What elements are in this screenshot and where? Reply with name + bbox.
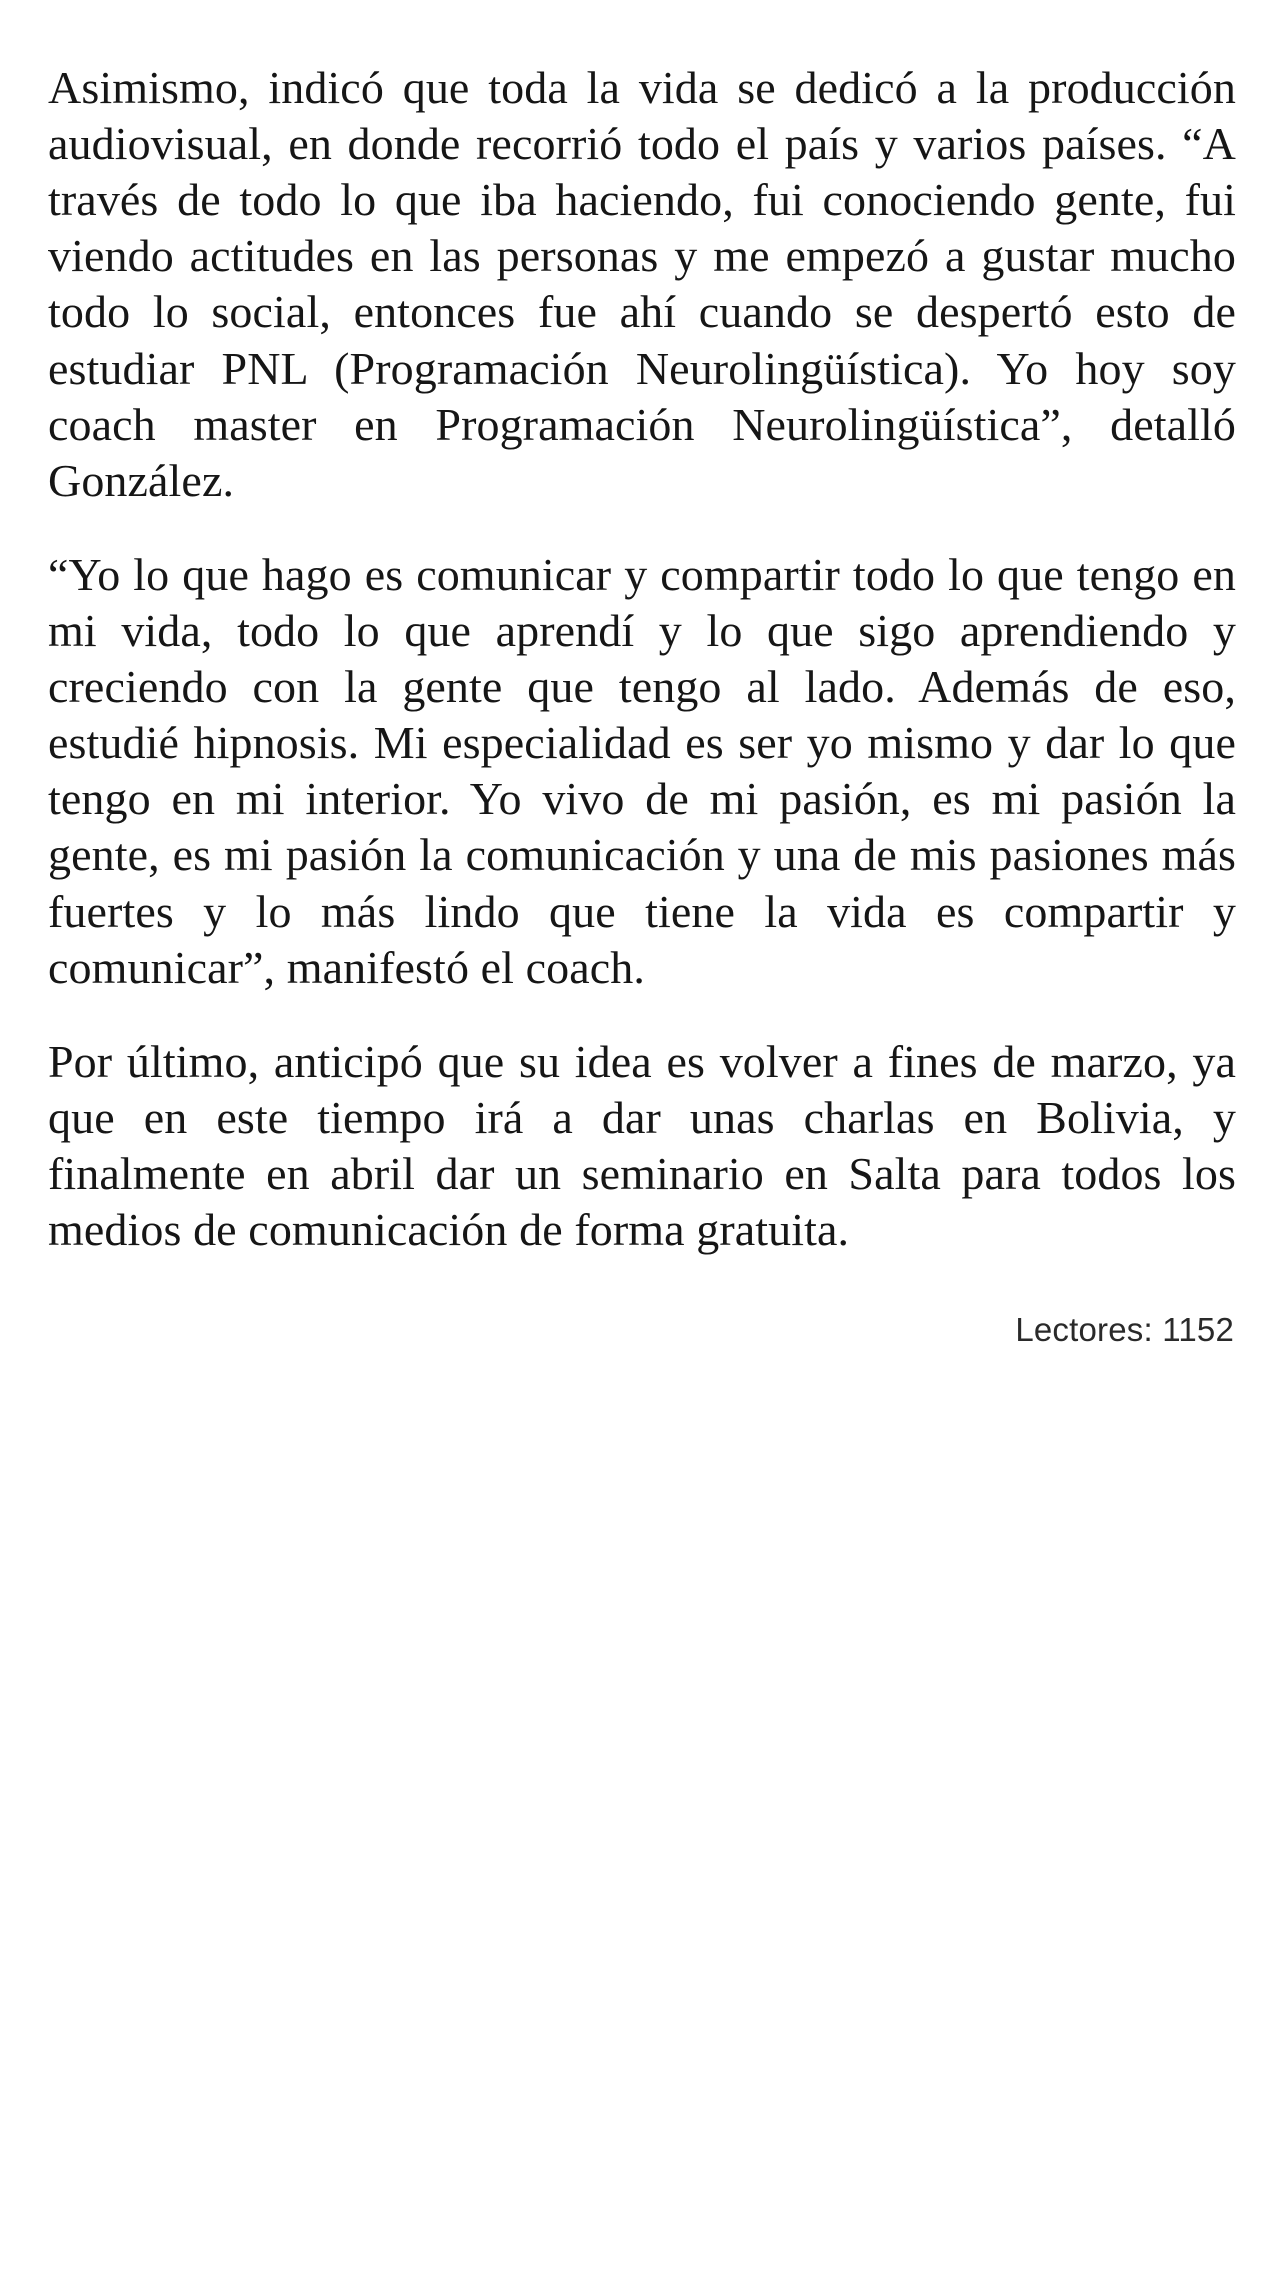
readers-count: Lectores: 1152	[1015, 1311, 1234, 1349]
article-paragraph: “Yo lo que hago es comunicar y compartir todo lo que tengo en mi vida, todo lo que aprendí y lo que sigo aprendiendo y creciendo con la gente que tengo al lado. Además de eso, estudié hipnosis. Mi especialidad es ser yo mismo y dar lo que tengo en mi interior. Yo vivo de mi pasión, es mi pasión la gente, es mi pasión la comunicación y una de mis pasiones más fuertes y lo más lindo que tiene la vida es compartir y comunicar”, manifestó el coach.	[48, 548, 1236, 993]
readers-row	[48, 1310, 1236, 1350]
article-paragraph: Asimismo, indicó que toda la vida se dedicó a la producción audiovisual, en donde recorrió todo el país y varios países. “A través de todo lo que iba haciendo, fui conociendo gente, fui viendo actitudes en las personas y me empezó a gustar mucho todo lo social, entonces fue ahí cuando se despertó esto de estudiar PNL (Programación Neurolingüística). Yo hoy soy coach master en Programación Neurolingüística”, detalló González.	[48, 62, 1236, 506]
article-body	[48, 60, 1236, 1258]
article-paragraph: Por último, anticipó que su idea es volver a fines de marzo, ya que en este tiempo irá a dar unas charlas en Bolivia, y finalmente en abril dar un seminario en Salta para todos los medios de comunicación de forma gratuita.	[48, 1035, 1236, 1256]
